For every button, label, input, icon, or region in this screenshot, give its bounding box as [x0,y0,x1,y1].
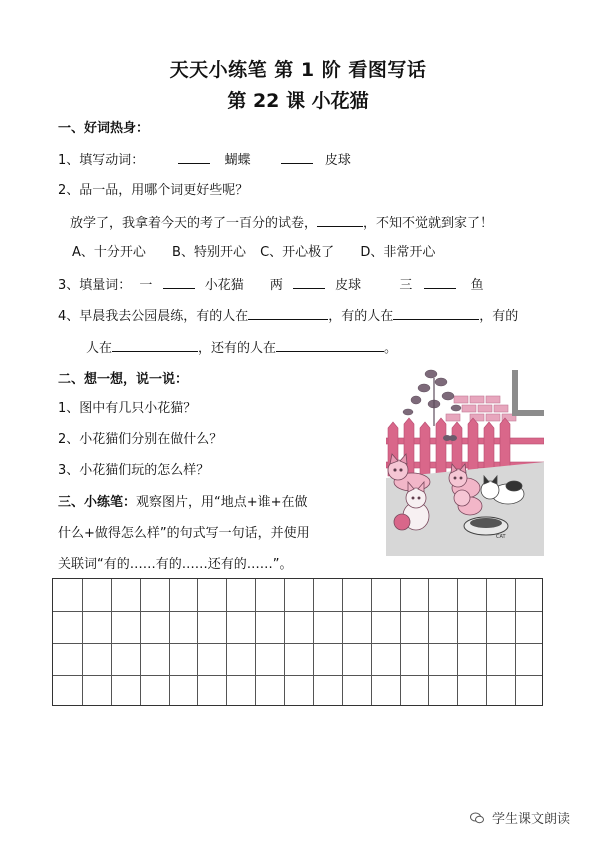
q4-blank-3[interactable] [112,339,198,352]
q3-prefix: 3、填量词： [58,278,132,293]
q4-blank-4[interactable] [276,339,384,352]
grid-row-line [53,611,542,612]
page-title: 天天小练笔 第 1 阶 看图写话 [169,59,427,81]
q3-noun-1: 小花猫 [204,278,244,293]
q2-blank[interactable] [317,214,363,227]
grid-column-line [140,579,141,705]
grid-column-line [342,579,343,705]
section1-heading: 一、好词热身： [58,121,150,136]
q1-prefix: 1、填写动词： [58,153,145,168]
writing-grid-frame[interactable] [52,578,543,706]
grid-column-line [457,579,458,705]
s3-text-1: 观察图片，用“地点+谁+在做 [136,495,308,510]
bowl-label: CAT [496,534,506,540]
s2-question-3: 3、小花猫们玩的怎么样？ [58,463,210,478]
grid-column-line [169,579,170,705]
q4-part-1: 4、早晨我去公园晨练，有的人在 [58,309,249,324]
q1-blank-1[interactable] [178,151,210,164]
q1-word-1: 蝴蝶 [224,153,251,168]
q3-noun-3: 鱼 [470,278,484,293]
grid-column-line [82,579,83,705]
q2-option-d[interactable]: D、非常开心 [360,245,436,260]
q2-option-a[interactable]: A、十分开心 [72,245,146,260]
grid-column-line [255,579,256,705]
grid-column-line [284,579,285,705]
q4-line-1 [58,307,518,325]
grid-column-line [486,579,487,705]
wechat-icon [470,812,484,824]
section3-heading: 三、小练笔： [58,495,137,510]
q1-blank-2[interactable] [281,151,313,164]
q3-num-2: 两 [269,278,283,293]
watermark-text: 学生课文朗读 [492,812,571,827]
lesson-title: 第 22 课 小花猫 [227,90,369,112]
q4-part-5: ，还有的人在 [198,341,277,356]
q3-blank-3[interactable] [424,276,456,289]
q1 [58,151,351,169]
q3-blank-1[interactable] [163,276,195,289]
q3-noun-2: 皮球 [335,278,362,293]
s3-text-2: 什么+做得怎么样”的句式写一句话，并使用 [58,526,310,541]
q2-question: 2、品一品，用哪个词更好些呢？ [58,183,249,198]
grid-column-line [226,579,227,705]
grid-row-line [53,675,542,676]
q4-blank-1[interactable] [248,307,328,320]
q2-option-c[interactable]: C、开心极了 [260,245,335,260]
q4-part-3: ，有的 [479,309,519,324]
grid-column-line [400,579,401,705]
grid-column-line [428,579,429,705]
q2-option-b[interactable]: B、特别开心 [172,245,246,260]
grid-column-line [515,579,516,705]
q3-num-3: 三 [399,278,413,293]
q2-sentence-after: ，不知不觉就到家了！ [363,216,494,231]
grid-column-line [371,579,372,705]
q2-options [72,245,435,261]
q4-part-4: 人在 [86,341,113,356]
q2-sentence-before: 放学了，我拿着今天的考了一百分的试卷， [70,216,318,231]
writing-grid[interactable] [52,578,543,706]
q2-sentence [70,214,493,232]
s2-question-1: 1、图中有几只小花猫？ [58,401,197,416]
q3 [58,276,484,294]
s3-text-3: 关联词“有的……有的……还有的……”。 [58,557,293,572]
grid-row-line [53,643,542,644]
watermark [470,808,570,827]
q4-part-2: ，有的人在 [328,309,394,324]
cats-illustration [386,366,544,556]
q3-num-1: 一 [139,278,153,293]
grid-column-line [111,579,112,705]
s2-question-2: 2、小花猫们分别在做什么？ [58,432,223,447]
section2-heading: 二、想一想，说一说： [58,372,189,387]
grid-column-line [197,579,198,705]
s3-line-1 [58,495,308,511]
q4-blank-2[interactable] [393,307,479,320]
q3-blank-2[interactable] [293,276,325,289]
q4-part-6: 。 [384,341,398,356]
q4-line-2 [86,339,397,357]
q1-word-2: 皮球 [324,153,351,168]
grid-column-line [313,579,314,705]
